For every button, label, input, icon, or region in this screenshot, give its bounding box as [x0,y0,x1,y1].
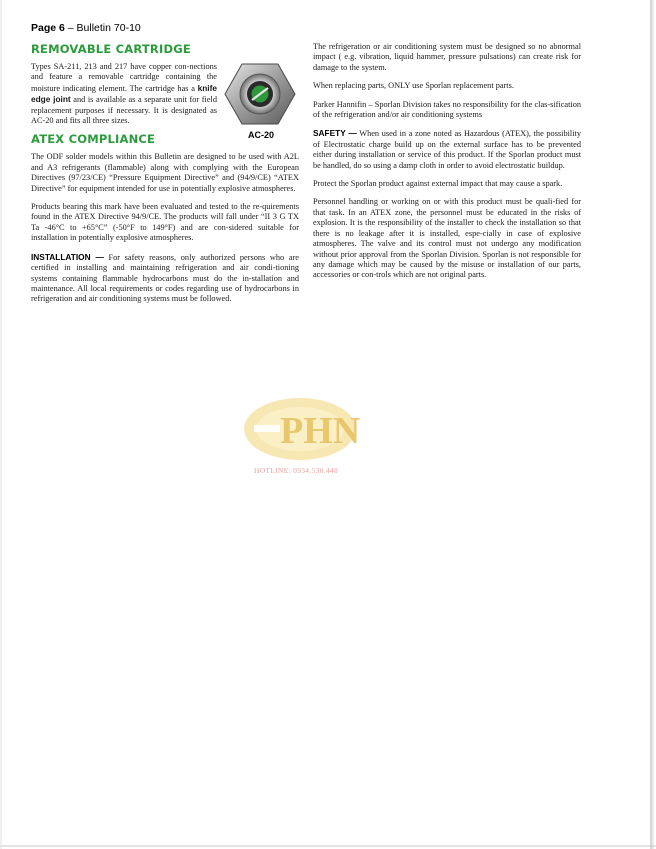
phn-logo-icon [240,393,375,463]
installation-lead: INSTALLATION — [31,251,104,262]
right-paragraph-5: Protect the Sporlan product against external impact that may cause a spark. [313,179,563,189]
left-column [31,42,299,313]
safety-text: When used in a zone noted as Hazardous (ATEX), the possibility of Electrostatic charge build up on the external surface has to be prevented either during installation or service of this product. If the Sporlan product must be handled, do so using a damp cloth in order to avoid electrostatic buildup. [313,129,581,170]
right-column [313,42,581,289]
installation-text: For safety reasons, only authorized persons who are certified in installing and maintaining refrigeration and air condi-tioning systems containing flammable hydrocarbons must do the in-stallation and maintenance. All local requirements or codes regarding use of hydrocarbons in refrigeration and air conditioning systems must be followed. [31,252,299,304]
cartridge-text-b: and is available as a separate unit for field replacement purposes if necessary. It is designated as AC-20 and fits all three sizes. [31,95,217,126]
safety-paragraph [313,128,581,171]
atex-compliance-section [31,132,299,304]
phn-logo-text: PHN [280,410,361,452]
right-paragraph-1: The refrigeration or air conditioning system must be designed so no abnormal impact ( e.g. vibration, liquid hammer, pressure pulsations) can create risk for damage to the system. [313,42,581,72]
atex-paragraph-2: Products bearing this mark have been evaluated and tested to the re-quirements found in the ATEX Directive 94/9/CE. The products will fall under “II 3 G TX Ta -46°C to +65°C” (-50°F to 149°F) and are con-sidered suitable for installation in potentially explosive atmospheres. [31,202,299,243]
removable-cartridge-text [31,62,217,126]
page-number: Page 6 [31,22,65,34]
removable-cartridge-heading: REMOVABLE CARTRIDGE [31,42,191,56]
page-header [31,22,141,34]
cartridge-hex-icon [221,56,299,130]
ac20-label: AC-20 [247,130,274,140]
watermark-hotline: HOTLINE: 0934.530.448 [254,466,338,475]
ac20-cartridge-figure [221,56,299,146]
cartridge-text-a: Types SA-211, 213 and 217 have copper con-nections and feature a removable cartridge containing the moisture indicating element. The cartridge has a [31,62,217,93]
bulletin-number: Bulletin 70-10 [76,22,141,34]
safety-lead: SAFETY — [313,128,357,139]
right-paragraph-2: When replacing parts, ONLY use Sporlan replacement parts. [313,81,514,91]
atex-compliance-heading: ATEX COMPLIANCE [31,132,156,147]
right-paragraph-3: Parker Hannifin – Sporlan Division takes no responsibility for the clas-sification of the refrigeration and/or air conditioning systems [313,99,581,120]
installation-paragraph [31,252,299,305]
knife-edge-joint-bold: knife edge joint [31,82,217,105]
right-paragraph-6: Personnel handling or working on or with this product must be quali-fied for that task. In an ATEX zone, the personnel must be educated in the risks of explosion. It is the responsibility of the installer to check the installation so that there is no leakage after it is installed, espe-cially in case of explosive atmospheres. The valve and its control must not undergo any modification without prior approval from the Sporlan Division. Sporlan is not responsible for any damage which may be caused by the misuse or installation of our parts, accessories or con-trols which are not original parts. [313,197,581,280]
header-separator: – [64,22,77,34]
atex-paragraph-1: The ODF solder models within this Bulletin are designed to be used with A2L and A3 refrigerants (flammable) along with complying with the European Directives (97/23/CE) “Pressure Equipment Directive” and (94/9/CE) “ATEX Directive” for equipment intended for use in potentially explosive atmospheres. [31,152,299,193]
